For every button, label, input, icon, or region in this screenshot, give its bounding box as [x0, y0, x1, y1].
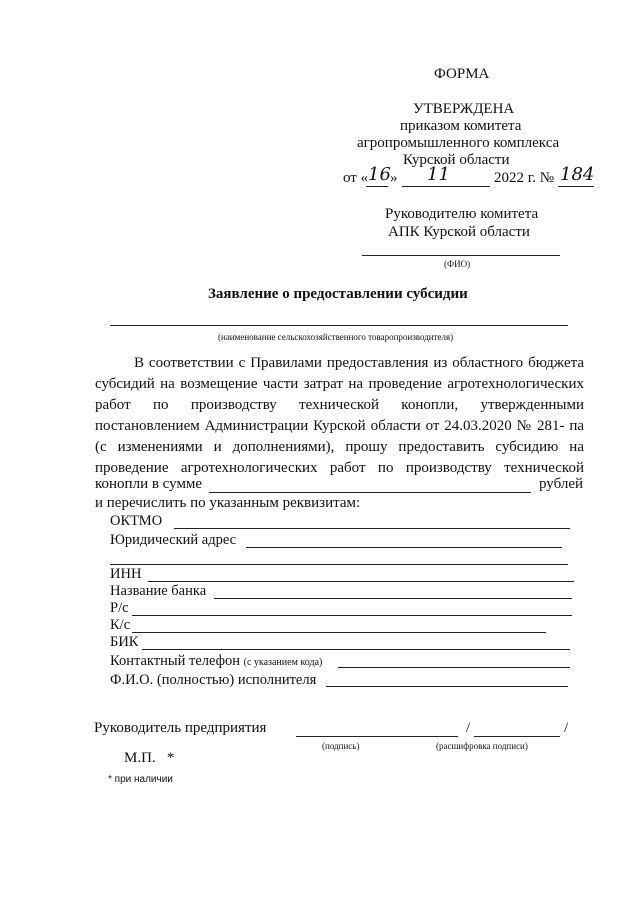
- inn-label: ИНН: [110, 566, 142, 582]
- slash-2: /: [564, 720, 569, 736]
- date-year: 2022 г. №: [494, 170, 555, 186]
- document-title: Заявление о предоставлении субсидии: [208, 286, 468, 302]
- order-line-3: Курской области: [403, 152, 510, 168]
- body-line-8: и перечислить по указанным реквизитам:: [95, 495, 361, 511]
- body-line-6: проведение агротехнологических работ по производству технической: [95, 460, 584, 476]
- body-line-7b: рублей: [539, 476, 584, 492]
- body-line-7a: конопли в сумме: [95, 476, 203, 492]
- phone-label: Контактный телефон (с указанием кода): [110, 653, 323, 669]
- ks-label: К/с: [110, 617, 131, 633]
- addressee-line-1: Руководителю комитета: [385, 206, 539, 222]
- approved-label: УТВЕРЖДЕНА: [413, 101, 515, 117]
- body-line-4: постановлением Администрации Курской области от 24.03.2020 № 281- па: [95, 418, 584, 434]
- rs-field[interactable]: [132, 615, 572, 616]
- executor-field[interactable]: [326, 686, 568, 687]
- bank-label: Название банка: [110, 583, 207, 599]
- signature-decode-field[interactable]: [474, 736, 560, 737]
- bank-field[interactable]: [214, 598, 572, 599]
- decode-caption: (расшифровка подписи): [436, 741, 528, 751]
- body-line-1: В соответствии с Правилами предоставления из областного бюджета: [134, 355, 584, 371]
- footnote: * при наличии: [108, 774, 173, 785]
- slash-1: /: [466, 720, 471, 736]
- addressee-line-2: АПК Курской области: [388, 224, 530, 240]
- head-label: Руководитель предприятия: [94, 720, 267, 736]
- phone-field[interactable]: [338, 667, 570, 668]
- legal-address-label: Юридический адрес: [110, 532, 237, 548]
- date-month: 11: [427, 164, 450, 185]
- rs-label: Р/с: [110, 600, 129, 616]
- stamp-label: М.П. *: [124, 750, 175, 766]
- legal-address-field-2[interactable]: [110, 564, 568, 565]
- amount-field[interactable]: [209, 492, 531, 493]
- body-line-3: работ по производству технической конопли, утвержденными: [95, 397, 584, 413]
- legal-address-field[interactable]: [246, 547, 562, 548]
- sign-caption: (подпись): [322, 741, 360, 751]
- producer-caption: (наименование сельскохозяйственного товаропроизводителя): [218, 332, 454, 342]
- oktmo-label: ОКТМО: [110, 513, 163, 529]
- fio-caption: (ФИО): [444, 259, 471, 269]
- body-line-2: субсидий на возмещение части затрат на проведение агротехнологических: [95, 376, 584, 392]
- signature-field[interactable]: [296, 736, 458, 737]
- order-line-2: агропромышленного комплекса: [357, 135, 560, 151]
- oktmo-field[interactable]: [174, 528, 570, 529]
- date-mid: »: [390, 170, 398, 186]
- date-prefix: от «: [343, 170, 369, 186]
- ks-field[interactable]: [132, 632, 546, 633]
- executor-label: Ф.И.О. (полностью) исполнителя: [110, 672, 317, 688]
- order-line-1: приказом комитета: [400, 118, 522, 134]
- date-day: 16: [368, 164, 391, 185]
- order-number: 184: [560, 164, 595, 185]
- inn-field[interactable]: [148, 581, 574, 582]
- form-label: ФОРМА: [434, 66, 490, 82]
- body-line-5: (с изменениями и дополнениями), прошу предоставить субсидию на: [95, 439, 584, 455]
- phone-note: (с указанием кода): [243, 657, 323, 668]
- bik-label: БИК: [110, 634, 139, 650]
- bik-field[interactable]: [142, 649, 570, 650]
